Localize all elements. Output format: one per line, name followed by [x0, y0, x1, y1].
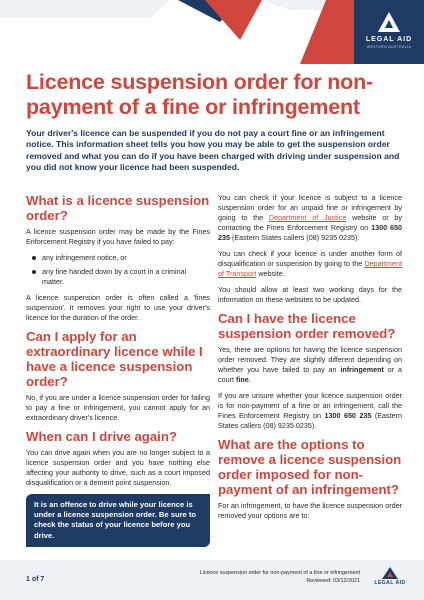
header-band	[0, 0, 424, 64]
legal-aid-logo-icon	[378, 12, 400, 32]
logo-text: LEGAL AID	[365, 36, 413, 43]
department-of-transport-link[interactable]: Department of Transport	[218, 259, 402, 278]
paragraph-extraordinary-licence: No, if you are under a licence suspension order for failing to pay a fine or infringement, you cannot apply for an extraordinary driver's licence.	[26, 393, 210, 422]
paragraph-options	[218, 345, 402, 385]
page-title: Licence suspension order for non-payment of a fine or infringement	[26, 70, 374, 119]
text-segment: Yes, there are options for having the licence suspension order removed. They are slightly different depending on whether you have failed to pay an	[218, 345, 402, 374]
list-item-text: any fine handed down by a court in a criminal matter.	[42, 267, 187, 286]
failure-list	[32, 253, 210, 287]
paragraph-fines-suspension: A licence suspension order is often called a 'fines suspension'. It removes your right to use your driver's licence for the duration of the order.	[26, 293, 210, 322]
department-of-justice-link[interactable]: Department of Justice	[268, 213, 347, 222]
paragraph-what-is: A licence suspension order may be made by the Fines Enforcement Registry if you have failed to pay:	[26, 227, 210, 246]
legal-aid-logo	[354, 0, 424, 64]
heading-remove-options: What are the options to remove a licence suspension order imposed for non-payment of an infringement?	[218, 437, 402, 497]
logo-subtitle: WESTERN AUSTRALIA	[366, 45, 412, 49]
list-item-text: any infringement notice, or	[42, 253, 127, 262]
paragraph-unsure	[218, 391, 402, 431]
footer-title: Licence suspension order for non-payment of a fine or infringement	[199, 570, 360, 576]
paragraph-check-transport	[218, 249, 402, 279]
bullet-icon	[32, 270, 36, 274]
text-segment: You can check if your licence is subject to a licence suspension order for an unpaid fine or infringement by going to the	[218, 193, 402, 222]
footer-reviewed-date: Reviewed: 03/12/2021	[306, 578, 360, 584]
list-item	[32, 253, 210, 263]
paragraph-infringement-options: For an infringement, to have the licence suspension order removed your options are to:	[218, 501, 402, 520]
intro-paragraph: Your driver's licence can be suspended if you do not pay a court fine or an infringement notice. This information sheet tells you how you may be able to get the suspension order removed and what you can do if you have been charged with driving under suspension and you did not know your licence had been suspended.	[26, 128, 400, 172]
paragraph-allow-days: You should allow at least two working days for the information on these websites to be updated.	[218, 285, 402, 304]
heading-drive-again: When can I drive again?	[26, 429, 177, 444]
text-segment: or a court	[218, 365, 402, 384]
footer-band	[0, 560, 424, 600]
page-number: 1 of 7	[26, 576, 45, 583]
heading-extraordinary-licence: Can I apply for an extraordinary licence while I have a licence suspension order?	[26, 329, 203, 389]
paragraph-drive-again: You can drive again when you are no longer subject to a licence suspension order and you have nothing else affecting your authority to drive, such as a court imposed disqualification or a demerit point suspension.	[26, 448, 210, 487]
phone-number: 1300 650 235	[218, 223, 402, 242]
footer-logo	[370, 566, 410, 594]
text-segment: .	[248, 375, 251, 384]
paragraph-check-justice	[218, 193, 402, 243]
text-segment: If you are unsure whether your licence suspension order is for non-payment of a fine or an infringement, call the Fines Enforcement Registry on	[218, 391, 402, 420]
text-segment: website.	[256, 269, 285, 278]
offence-callout: It is an offence to drive while your licence is under a licence suspension order. Be sure to check the status of your licence before you drive.	[26, 494, 210, 547]
text-segment: (Eastern States callers (08) 9235 0235).	[230, 233, 360, 242]
list-item	[32, 267, 210, 287]
right-column	[218, 193, 402, 527]
bold-term: infringement	[340, 365, 384, 374]
phone-number: 1300 650 235	[324, 411, 372, 420]
footer-logo-icon	[370, 566, 410, 580]
bold-term: fine	[235, 375, 249, 384]
text-segment: You can check if your licence is under another form of disqualification or suspension by going to the	[218, 249, 402, 268]
text-segment: website or by contacting the Fines Enforcement Registry on	[218, 213, 402, 232]
heading-what-is: What is a licence suspension order?	[26, 193, 210, 223]
left-column	[26, 193, 210, 547]
bullet-icon	[32, 256, 36, 260]
text-segment: (Eastern States callers (08) 9235 0235).	[218, 411, 403, 430]
footer-logo-text: LEGAL AID	[374, 580, 406, 586]
heading-can-remove: Can I have the licence suspension order removed?	[218, 311, 396, 341]
